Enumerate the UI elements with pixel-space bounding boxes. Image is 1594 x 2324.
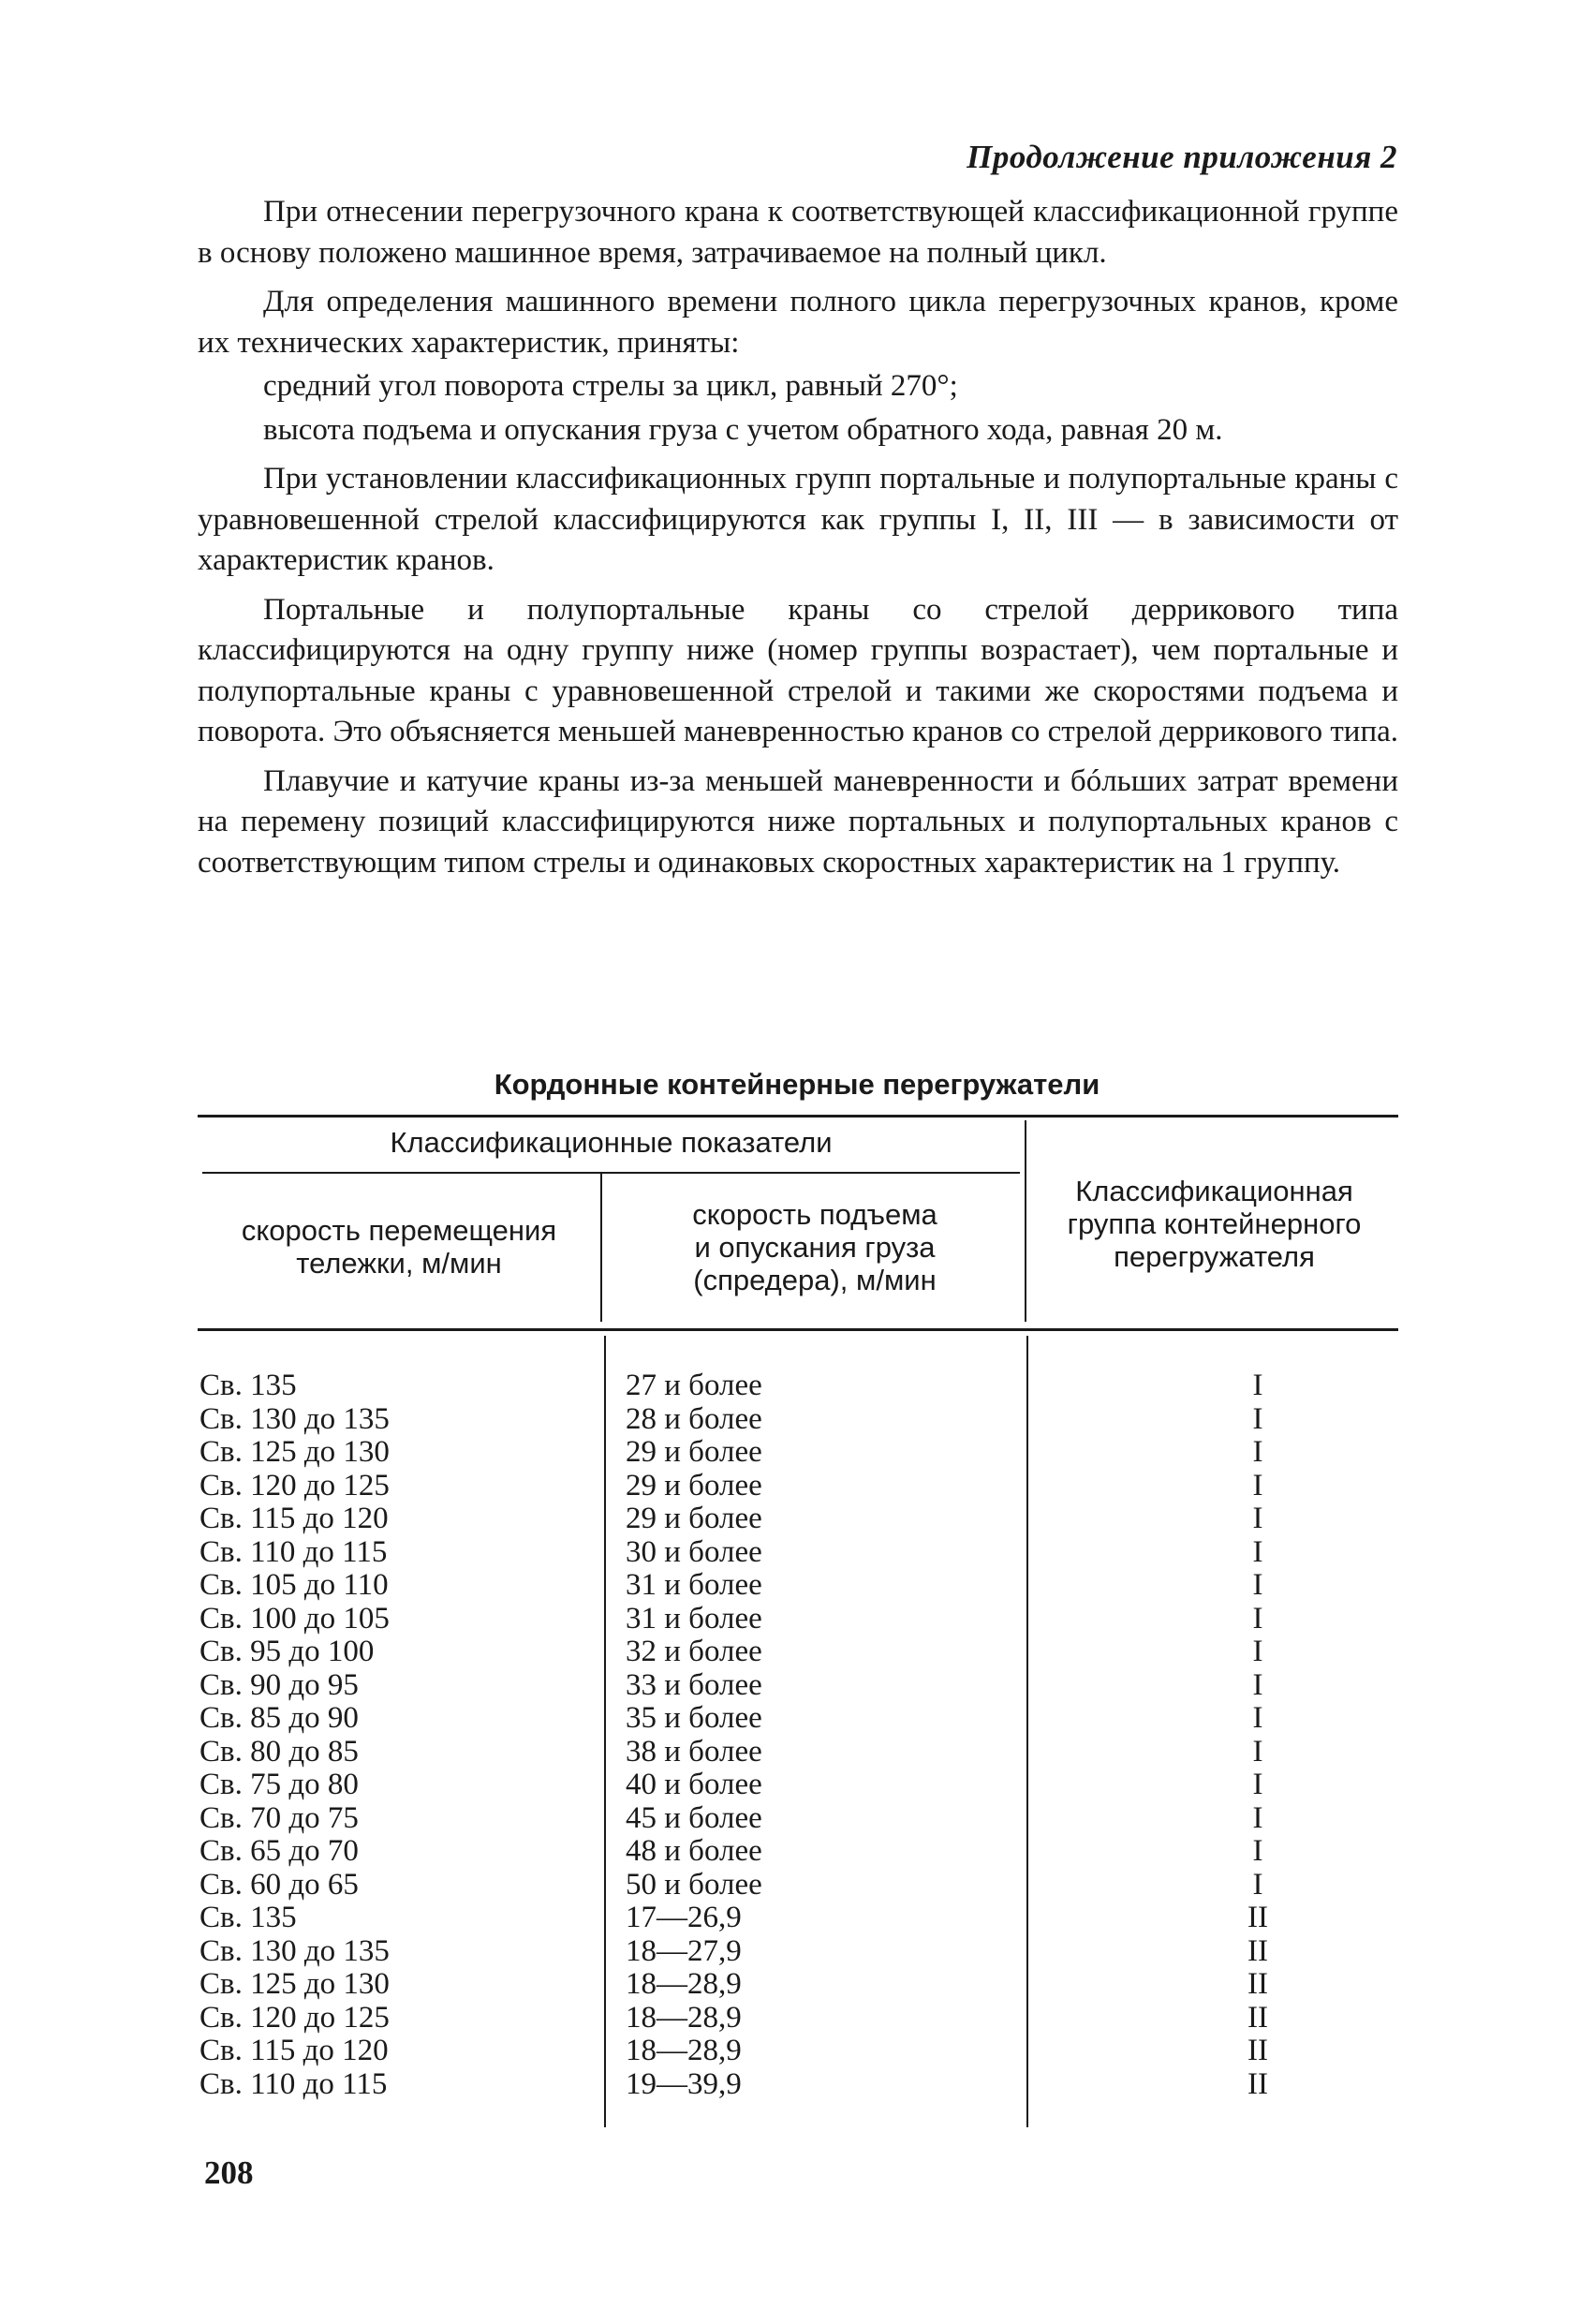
table-cell-group: II [1247, 2034, 1268, 2067]
column-divider-2 [1026, 1336, 1028, 2127]
table-cell-lift-speed: 50 и более [626, 1867, 762, 1902]
table-cell-trolley-speed: Св. 120 до 125 [199, 2000, 390, 2035]
page-number: 208 [204, 2154, 254, 2191]
table-cell-group: I [1252, 1534, 1263, 1569]
table-cell-trolley-speed: Св. 135 [199, 1369, 297, 1402]
table-cell-lift-speed: 32 и более [626, 1635, 762, 1668]
paragraph-6: Портальные и полупортальные краны со стрелой деррикового типа классифицируются на одну группу ниже (номер группы возрастает), чем портальные и полупортальные краны с уравновешенной стрелой и такими же скоростями подъема и поворота. Это объясняется меньшей маневренностью кранов со стрелой деррикового типа. [198, 592, 1399, 748]
table-cell-group: I [1252, 1369, 1263, 1402]
table-cell-trolley-speed: Св. 65 до 70 [199, 1834, 359, 1868]
table-cell-trolley-speed: Св. 115 до 120 [199, 1502, 389, 1535]
table-cell-group: II [1247, 1933, 1268, 1968]
table-cell-lift-speed: 35 и более [626, 1701, 762, 1735]
header-divider-1 [600, 1174, 602, 1322]
table-cell-lift-speed: 19—39,9 [626, 2066, 742, 2101]
table-cell-lift-speed: 31 и более [626, 1568, 762, 1602]
table-cell-trolley-speed: Св. 85 до 90 [199, 1701, 359, 1735]
table-cell-group: II [1247, 1967, 1268, 2001]
column-lift-speed [626, 1369, 1019, 2101]
table-cell-group: I [1252, 1734, 1263, 1769]
table-cell-lift-speed: 29 и более [626, 1435, 762, 1469]
group-header-rule [202, 1172, 1020, 1174]
body-text [198, 192, 1398, 892]
group-header: Классификационные показатели [390, 1126, 833, 1159]
table-cell-trolley-speed: Св. 105 до 110 [199, 1568, 389, 1602]
paragraph-7: Плавучие и катучие краны из-за меньшей маневренности и бóльших затрат времени на перемену позиций классифицируются ниже портальных и полупортальных кранов с соответствующим типом стрелы и одинаковых скоростных характеристик на 1 группу. [198, 763, 1398, 880]
table-cell-lift-speed: 18—27,9 [626, 1933, 742, 1968]
header-bottom-rule [198, 1328, 1398, 1331]
paragraph-2: Для определения машинного времени полного цикла перегрузочных кранов, кроме их технических характеристик, приняты: [198, 285, 1398, 360]
table-cell-lift-speed: 45 и более [626, 1800, 762, 1835]
table-cell-lift-speed: 48 и более [626, 1834, 762, 1868]
table-cell-trolley-speed: Св. 130 до 135 [199, 1933, 390, 1968]
table-cell-group: I [1252, 1468, 1263, 1502]
table-cell-group: I [1252, 1800, 1263, 1835]
paragraph-5: При установлении классификационных групп портальные и полупортальные краны с уравновешенной стрелой классифицируются как группы I, II, III — в зависимости от характеристик кранов. [198, 462, 1398, 577]
table-cell-trolley-speed: Св. 75 до 80 [199, 1768, 359, 1801]
table-cell-trolley-speed: Св. 90 до 95 [199, 1667, 359, 1702]
table-cell-lift-speed: 18—28,9 [626, 1967, 742, 2001]
table-cell-trolley-speed: Св. 125 до 130 [199, 1435, 390, 1469]
table-cell-group: II [1247, 2000, 1268, 2035]
table-cell-trolley-speed: Св. 110 до 115 [199, 2066, 388, 2101]
table-cell-group: I [1252, 1768, 1263, 1801]
header-divider-2 [1025, 1120, 1026, 1322]
table-cell-group: I [1252, 1435, 1263, 1469]
table-cell-lift-speed: 18—28,9 [626, 2000, 742, 2035]
table-top-rule [198, 1115, 1398, 1118]
table-cell-lift-speed: 40 и более [626, 1768, 762, 1801]
column-header-3: Классификационная группа контейнерного перегружателя [1067, 1175, 1362, 1273]
table-cell-trolley-speed: Св. 130 до 135 [199, 1401, 390, 1436]
column-divider-1 [604, 1336, 606, 2127]
paragraph-1: При отнесении перегрузочного крана к соответствующей классификационной группе в основу положено машинное время, затрачиваемое на полный цикл. [198, 195, 1398, 270]
table-cell-group: I [1252, 1568, 1263, 1602]
table-cell-trolley-speed: Св. 135 [199, 1901, 297, 1934]
column-header-1: скорость перемещения тележки, м/мин [241, 1214, 557, 1280]
table-cell-group: I [1252, 1502, 1263, 1535]
table-cell-trolley-speed: Св. 60 до 65 [199, 1867, 359, 1902]
table-cell-group: I [1252, 1867, 1263, 1902]
table-cell-lift-speed: 17—26,9 [626, 1901, 742, 1934]
table-cell-trolley-speed: Св. 100 до 105 [199, 1601, 390, 1636]
table-cell-lift-speed: 31 и более [626, 1601, 762, 1636]
column-trolley-speed [199, 1369, 593, 2101]
table-cell-group: II [1247, 1901, 1268, 1934]
table-cell-lift-speed: 29 и более [626, 1502, 762, 1535]
table-title: Кордонные контейнерные перегружатели [494, 1068, 1100, 1101]
table-cell-trolley-speed: Св. 110 до 115 [199, 1534, 388, 1569]
table-cell-lift-speed: 28 и более [626, 1401, 762, 1436]
table-cell-trolley-speed: Св. 120 до 125 [199, 1468, 390, 1502]
paragraph-3: средний угол поворота стрелы за цикл, равный 270°; [263, 369, 958, 403]
table-cell-trolley-speed: Св. 95 до 100 [199, 1635, 375, 1668]
table-cell-group: I [1252, 1834, 1263, 1868]
table-cell-group: I [1252, 1635, 1263, 1668]
table-cell-trolley-speed: Св. 80 до 85 [199, 1734, 359, 1769]
table-cell-group: I [1252, 1601, 1263, 1636]
table-cell-trolley-speed: Св. 115 до 120 [199, 2034, 389, 2067]
column-header-2: скорость подъема и опускания груза (спредера), м/мин [692, 1198, 937, 1296]
table-cell-lift-speed: 38 и более [626, 1734, 762, 1769]
table-cell-lift-speed: 18—28,9 [626, 2034, 742, 2067]
table-cell-group: I [1252, 1701, 1263, 1735]
table-cell-group: II [1247, 2066, 1268, 2101]
table-cell-group: I [1252, 1667, 1263, 1702]
table-cell-trolley-speed: Св. 125 до 130 [199, 1967, 390, 2001]
table-cell-lift-speed: 30 и более [626, 1534, 762, 1569]
column-group [1030, 1369, 1485, 2101]
table-cell-lift-speed: 29 и более [626, 1468, 762, 1502]
running-head: Продолжение приложения 2 [967, 139, 1397, 175]
table-cell-group: I [1252, 1401, 1263, 1436]
paragraph-4: высота подъема и опускания груза с учетом обратного хода, равная 20 м. [263, 412, 1223, 447]
table-cell-trolley-speed: Св. 70 до 75 [199, 1800, 359, 1835]
table-cell-lift-speed: 27 и более [626, 1369, 762, 1402]
table-cell-lift-speed: 33 и более [626, 1667, 762, 1702]
